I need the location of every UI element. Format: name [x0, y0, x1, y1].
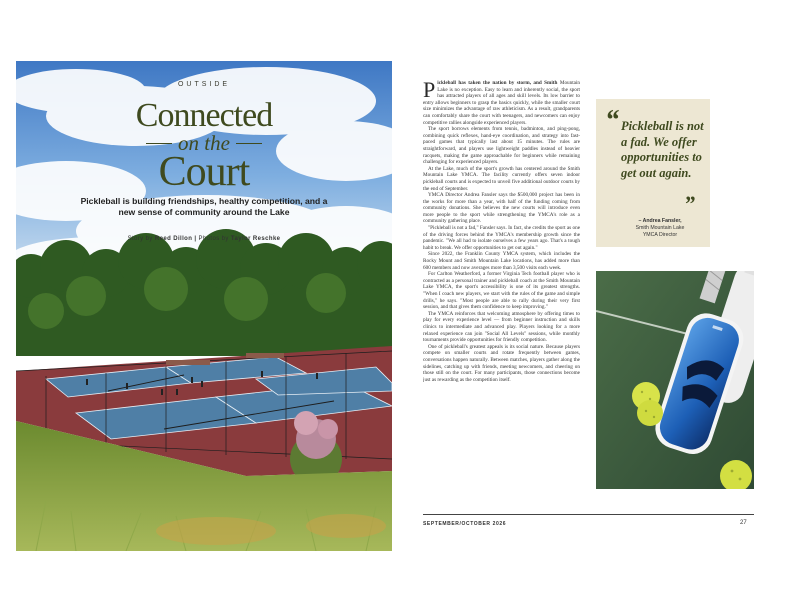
quote-attribution: [611, 218, 709, 239]
paddle-photo: [596, 271, 754, 489]
open-quote-mark: “: [605, 105, 619, 136]
article-paragraph: YMCA Director Andrea Fansler says the $500,000 project has been in the works for more than a year, with half of the funding coming from community donations. She believes the new courts will introduce even more people to the sport while strengthening the YMCA's role as a community gathering place.: [423, 192, 580, 225]
issue-date: SEPTEMBER/OCTOBER 2026: [423, 521, 507, 527]
paddle-and-balls-image: [596, 271, 754, 489]
article-body: [423, 80, 580, 518]
drop-cap: P: [423, 80, 436, 102]
title-rule-left: [146, 143, 172, 144]
hero-photo: [16, 61, 392, 551]
article-dek: Pickleball is building friendships, healthy competition, and a new sense of community around the Lake: [80, 196, 328, 217]
title-line-court: Court: [158, 149, 250, 195]
photographer-name: Taylor Reschke: [230, 236, 281, 242]
article-paragraph: At the Lake, much of the sport's growth has centered around the Smith Mountain Lake YMCA. The facility currently offers seven indoor pickleball courts and is expected to unveil five additional outdoor courts by the end of September.: [423, 165, 580, 192]
article-paragraph: The sport borrows elements from tennis, badminton, and ping-pong, combining quick reflexes, hand-eye coordination, and strategy into fast-paced games that typically last about 15 minutes. The rules are straightforward, and players use lightweight paddles instead of heavier racquets, making the game approachable for beginners while remaining challenging for experienced players.: [423, 126, 580, 166]
section-label: OUTSIDE: [177, 81, 231, 88]
photos-label: Photos by: [198, 236, 229, 242]
title-line-connected: Connected: [135, 97, 273, 134]
lead-text: ickleball has taken the nation by storm, and Smith: [437, 80, 558, 86]
article-paragraph: Since 2022, the Franklin County YMCA system, which includes the Rocky Mount and Smith Mountain Lake locations, has added more than 600 members and now averages more than 3,500 visits each week.: [423, 251, 580, 271]
article-paragraph: The YMCA reinforces that welcoming atmosphere by offering times to play for every experience level — from beginner instruction and skills clinics to intermediate and advanced play. Players looking for a more relaxed experience can join "Social All Levels" sessions, while monthly tournaments provide opportunities for friendly competition.: [423, 310, 580, 344]
article-paragraph-text: Mountain Lake is no exception. Easy to learn and inherently social, the sport has attracted players of all ages and skill levels. Its low barrier to entry allows beginners to grasp the basics quickly, while the smaller court size minimizes the advantage of raw athleticism. As a result, grandparents can comfortably share the court with teenagers, and newcomers can enjoy competitive rallies alongside experienced players.: [423, 80, 580, 126]
page-number: 27: [740, 520, 747, 526]
byline: [16, 236, 392, 242]
quote-name: – Andrea Fansler,: [638, 218, 682, 224]
title-line-on-the: on the: [178, 131, 230, 155]
pull-quote: [596, 99, 710, 247]
pull-quote-text: Pickleball is not a fad. We offer opportunities to get out again.: [621, 119, 704, 180]
author-name: Reed Dillon: [154, 236, 193, 242]
article-paragraph: "Pickleball is not a fad," Fansler says. In fact, she credits the sport as one of the driving forces behind the YMCA's membership growth since the pandemic. "We all had to isolate ourselves a few years ago. That's a tough habit to break. We offer opportunities to get out again.": [423, 225, 580, 251]
story-label: Story by: [127, 236, 153, 242]
footer-divider: [423, 514, 754, 515]
close-quote-mark: ”: [684, 191, 695, 216]
quote-title-line1: Smith Mountain Lake: [635, 225, 685, 231]
article-paragraph-lead: [423, 80, 580, 126]
byline-separator: |: [194, 236, 197, 242]
article-paragraph: For Carlton Weatherford, a former Virginia Tech football player who is contracted as a personal trainer and pickleball coach at the Smith Mountain Lake YMCA, the sport's accessibility is one of its greatest strengths. "When I coach new players, we start with the rules of the game and simple drills," he says. "Most people are able to rally during their very first session, and that gives them confidence to keep improving.": [423, 271, 580, 311]
title-rule-right: [236, 143, 262, 144]
quote-title-line2: YMCA Director: [642, 232, 678, 238]
article-paragraph: One of pickleball's greatest appeals is its social nature. Because players compete on smaller courts and rotate frequently between games, conversations happen naturally. Between matches, players gather along the sidelines, catching up with friends, meeting newcomers, and cheering on those still on the court. For many participants, those connections become just as rewarding as the competition itself.: [423, 343, 580, 383]
